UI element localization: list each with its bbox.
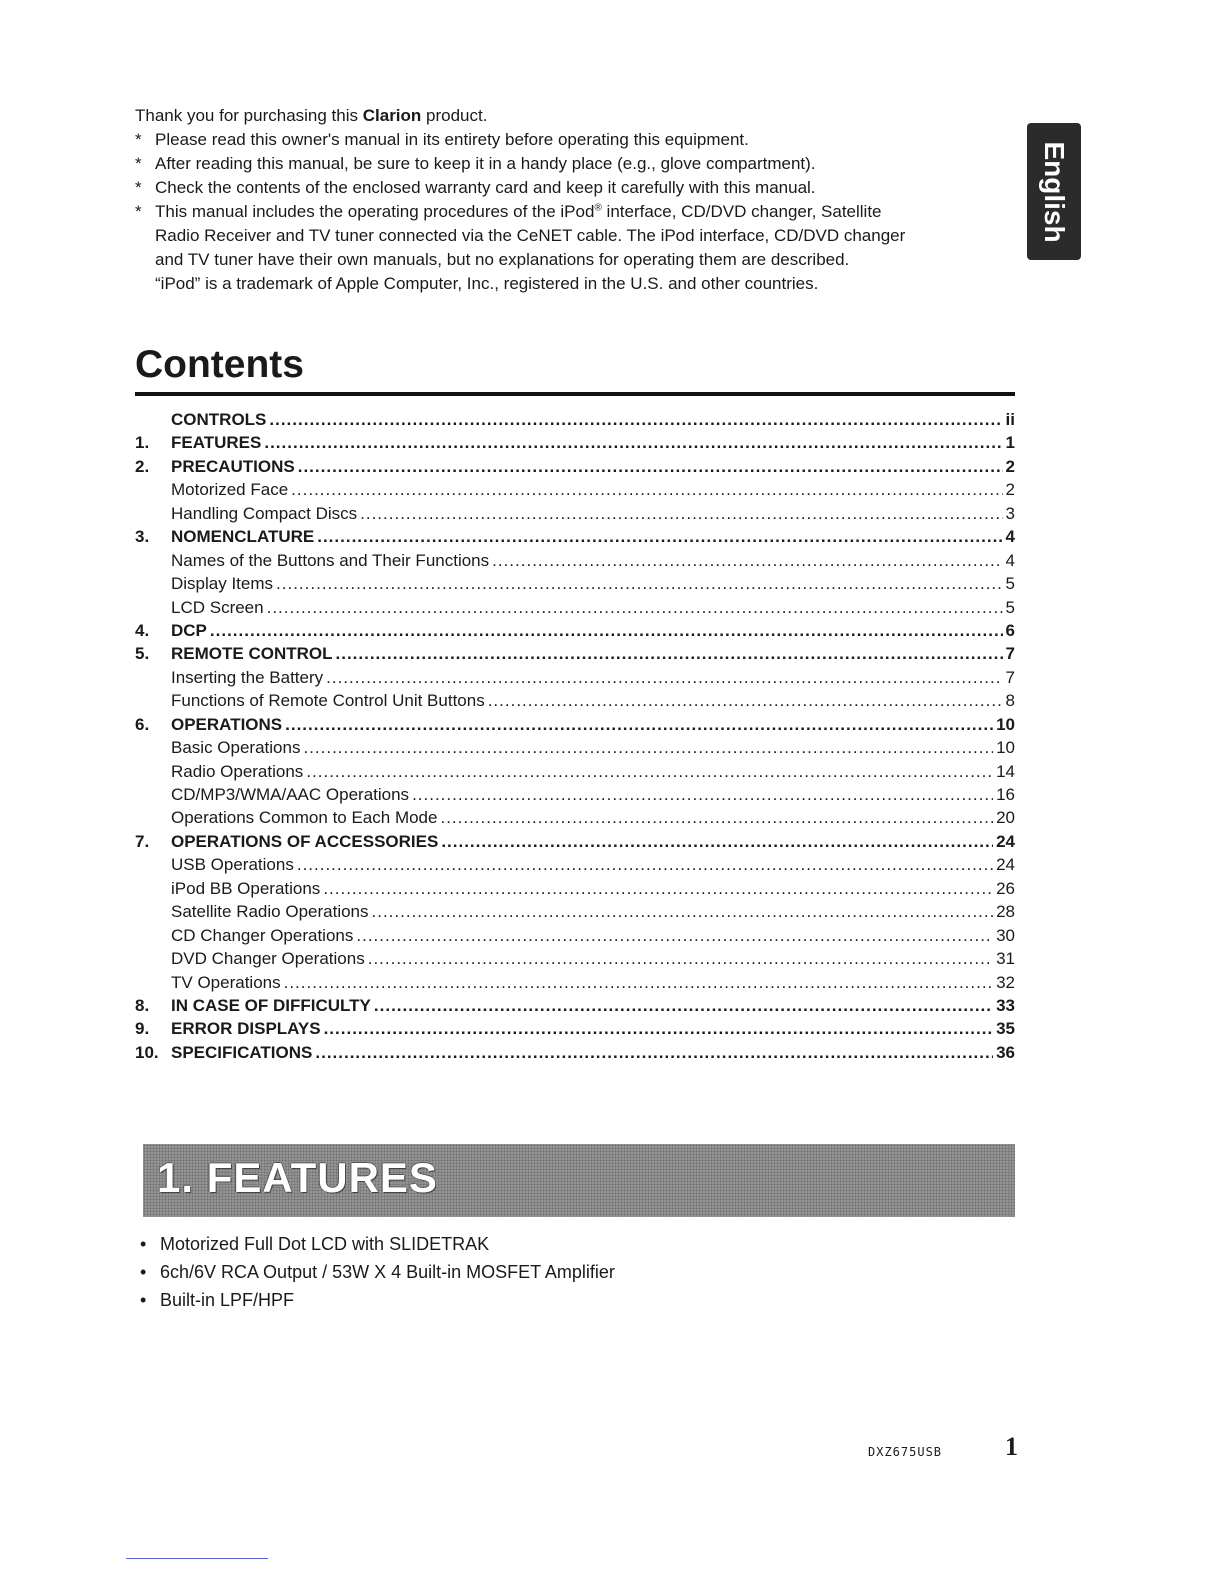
toc-entry-page: 5 bbox=[1005, 597, 1015, 617]
toc-entry bbox=[135, 668, 1015, 691]
toc-entry-page: 35 bbox=[996, 1019, 1015, 1039]
toc-entry-page: 4 bbox=[1005, 550, 1015, 570]
toc-entry bbox=[135, 551, 1015, 574]
contents-divider bbox=[135, 392, 1015, 396]
toc-dot-leader bbox=[269, 410, 1002, 430]
toc-entry-page: 30 bbox=[996, 925, 1015, 945]
asterisk-icon: * bbox=[135, 130, 142, 149]
toc-entry-label: Motorized Face bbox=[171, 480, 289, 500]
registered-mark: ® bbox=[594, 202, 602, 214]
toc-entry-label: NOMENCLATURE bbox=[171, 527, 315, 547]
toc-entry-label: LCD Screen bbox=[171, 597, 264, 617]
toc-dot-leader bbox=[298, 457, 1003, 477]
toc-dot-leader bbox=[297, 855, 993, 875]
toc-entry-number: 1. bbox=[135, 433, 150, 453]
toc-entry-page: 36 bbox=[996, 1042, 1015, 1062]
toc-dot-leader bbox=[372, 902, 994, 922]
toc-entry-page: 31 bbox=[996, 949, 1015, 969]
toc-entry bbox=[135, 762, 1015, 785]
language-tab-label: English bbox=[1039, 140, 1070, 243]
toc-entry bbox=[135, 504, 1015, 527]
toc-entry bbox=[135, 644, 1015, 667]
asterisk-icon: * bbox=[135, 154, 142, 173]
toc-entry bbox=[135, 574, 1015, 597]
toc-dot-leader bbox=[315, 1043, 993, 1063]
toc-entry bbox=[135, 1043, 1015, 1066]
toc-dot-leader bbox=[285, 715, 993, 735]
toc-entry-label: Names of the Buttons and Their Functions bbox=[171, 550, 490, 570]
bottom-divider bbox=[126, 1558, 268, 1559]
toc-entry bbox=[135, 808, 1015, 831]
toc-dot-leader bbox=[492, 551, 1002, 571]
toc-entry-page: 5 bbox=[1005, 574, 1015, 594]
brand-name: Clarion bbox=[362, 106, 422, 125]
toc-entry bbox=[135, 832, 1015, 855]
toc-entry bbox=[135, 996, 1015, 1019]
toc-entry-label: Operations Common to Each Mode bbox=[171, 808, 438, 828]
toc-entry-label: IN CASE OF DIFFICULTY bbox=[171, 995, 371, 1015]
toc-entry bbox=[135, 715, 1015, 738]
toc-entry-label: Functions of Remote Control Unit Buttons bbox=[171, 691, 485, 711]
language-tab bbox=[1027, 123, 1081, 260]
toc-entry bbox=[135, 621, 1015, 644]
toc-entry-page: 3 bbox=[1005, 503, 1015, 523]
toc-entry-number: 9. bbox=[135, 1019, 150, 1039]
toc-dot-leader bbox=[323, 879, 993, 899]
toc-entry bbox=[135, 973, 1015, 996]
toc-entry-label: TV Operations bbox=[171, 972, 281, 992]
toc-entry-page: 4 bbox=[1005, 527, 1015, 547]
features-banner bbox=[143, 1144, 1015, 1217]
toc-dot-leader bbox=[303, 738, 993, 758]
toc-dot-leader bbox=[210, 621, 1003, 641]
toc-entry-number: 3. bbox=[135, 527, 150, 547]
toc-entry-page: 26 bbox=[996, 878, 1015, 898]
toc-dot-leader bbox=[276, 574, 1003, 594]
toc-dot-leader bbox=[267, 598, 1003, 618]
toc-dot-leader bbox=[284, 973, 993, 993]
toc-entry-page: 7 bbox=[1005, 644, 1015, 664]
intro-note-3: * Check the contents of the enclosed warranty card and keep it carefully with this manual. bbox=[135, 176, 1015, 200]
toc-entry-label: Satellite Radio Operations bbox=[171, 902, 369, 922]
toc-entry-page: 20 bbox=[996, 808, 1015, 828]
toc-dot-leader bbox=[264, 433, 1002, 453]
toc-entry bbox=[135, 598, 1015, 621]
features-heading: 1. FEATURES bbox=[157, 1154, 438, 1201]
table-of-contents bbox=[135, 410, 1015, 1066]
toc-entry bbox=[135, 855, 1015, 878]
toc-entry-page: 10 bbox=[996, 738, 1015, 758]
toc-dot-leader bbox=[374, 996, 993, 1016]
asterisk-icon: * bbox=[135, 202, 142, 221]
toc-entry-page: 24 bbox=[996, 855, 1015, 875]
toc-entry bbox=[135, 410, 1015, 433]
toc-entry-label: CD Changer Operations bbox=[171, 925, 354, 945]
toc-entry-label: PRECAUTIONS bbox=[171, 456, 295, 476]
toc-dot-leader bbox=[368, 949, 993, 969]
toc-entry-page: 1 bbox=[1005, 433, 1015, 453]
toc-entry-label: USB Operations bbox=[171, 855, 294, 875]
toc-entry bbox=[135, 433, 1015, 456]
toc-entry-label: DVD Changer Operations bbox=[171, 949, 365, 969]
toc-entry bbox=[135, 480, 1015, 503]
toc-entry-page: 7 bbox=[1005, 667, 1015, 687]
toc-entry-label: DCP bbox=[171, 620, 207, 640]
toc-entry-page: 33 bbox=[996, 995, 1015, 1015]
toc-entry-label: Inserting the Battery bbox=[171, 667, 324, 687]
toc-entry-label: Basic Operations bbox=[171, 738, 301, 758]
toc-entry bbox=[135, 527, 1015, 550]
toc-entry-label: FEATURES bbox=[171, 433, 262, 453]
toc-entry bbox=[135, 457, 1015, 480]
toc-dot-leader bbox=[412, 785, 993, 805]
toc-entry-label: OPERATIONS OF ACCESSORIES bbox=[171, 831, 439, 851]
toc-entry-page: ii bbox=[1005, 410, 1015, 429]
toc-entry-page: 16 bbox=[996, 785, 1015, 804]
toc-dot-leader bbox=[324, 1019, 994, 1039]
toc-dot-leader bbox=[360, 504, 1002, 524]
toc-entry-number: 10. bbox=[135, 1042, 159, 1062]
toc-dot-leader bbox=[441, 832, 993, 852]
toc-entry-label: SPECIFICATIONS bbox=[171, 1042, 313, 1062]
intro-text bbox=[135, 104, 1015, 296]
toc-dot-leader bbox=[306, 762, 993, 782]
toc-entry bbox=[135, 879, 1015, 902]
toc-entry-label: OPERATIONS bbox=[171, 714, 283, 734]
toc-entry-number: 8. bbox=[135, 995, 150, 1015]
toc-entry-page: 8 bbox=[1005, 691, 1015, 711]
toc-entry bbox=[135, 902, 1015, 925]
toc-dot-leader bbox=[336, 644, 1003, 664]
toc-entry-page: 10 bbox=[996, 714, 1015, 734]
toc-entry-label: iPod BB Operations bbox=[171, 878, 321, 898]
model-number: DXZ675USB bbox=[868, 1445, 943, 1459]
toc-entry-page: 28 bbox=[996, 902, 1015, 922]
toc-entry-page: 14 bbox=[996, 761, 1015, 781]
toc-entry-label: CONTROLS bbox=[171, 410, 267, 429]
toc-entry-page: 24 bbox=[996, 831, 1015, 851]
toc-entry-page: 6 bbox=[1005, 620, 1015, 640]
feature-item: • Motorized Full Dot LCD with SLIDETRAK bbox=[140, 1230, 615, 1258]
toc-dot-leader bbox=[317, 527, 1002, 547]
contents-title: Contents bbox=[135, 343, 304, 386]
asterisk-icon: * bbox=[135, 178, 142, 197]
toc-entry bbox=[135, 738, 1015, 761]
toc-dot-leader bbox=[440, 808, 993, 828]
toc-entry bbox=[135, 785, 1015, 808]
toc-entry-number: 4. bbox=[135, 620, 150, 640]
intro-note-4: * This manual includes the operating procedures of the iPod® interface, CD/DVD changer, Satellite Radio Receiver and TV tuner connected via the CeNET cable. The iPod interface, CD/DVD changer and TV tuner have their own manuals, but no explanations for operating them are described. “iPod” is a trademark of Apple Computer, Inc., registered in the U.S. and other countries. bbox=[135, 202, 906, 293]
toc-dot-leader bbox=[326, 668, 1002, 688]
toc-entry bbox=[135, 926, 1015, 949]
features-list bbox=[140, 1230, 615, 1314]
toc-entry-label: Radio Operations bbox=[171, 761, 304, 781]
toc-entry-page: 2 bbox=[1005, 480, 1015, 500]
toc-entry-number: 6. bbox=[135, 714, 150, 734]
toc-entry-page: 2 bbox=[1005, 456, 1015, 476]
intro-note-1: * Please read this owner's manual in its entirety before operating this equipment. bbox=[135, 128, 1015, 152]
thank-you-line: Thank you for purchasing this Clarion product. bbox=[135, 106, 488, 125]
toc-entry-label: REMOTE CONTROL bbox=[171, 644, 333, 664]
toc-entry bbox=[135, 1019, 1015, 1042]
toc-entry bbox=[135, 949, 1015, 972]
feature-item: • 6ch/6V RCA Output / 53W X 4 Built-in MOSFET Amplifier bbox=[140, 1258, 615, 1286]
toc-entry-number: 5. bbox=[135, 644, 150, 664]
toc-dot-leader bbox=[488, 691, 1003, 711]
toc-entry bbox=[135, 691, 1015, 714]
feature-item: • Built-in LPF/HPF bbox=[140, 1286, 615, 1314]
toc-entry-page: 32 bbox=[996, 972, 1015, 992]
toc-entry-label: Handling Compact Discs bbox=[171, 503, 358, 523]
toc-entry-label: Display Items bbox=[171, 574, 274, 594]
intro-note-2: * After reading this manual, be sure to keep it in a handy place (e.g., glove compartment). bbox=[135, 152, 1015, 176]
toc-dot-leader bbox=[356, 926, 993, 946]
page-number: 1 bbox=[1005, 1432, 1018, 1461]
toc-dot-leader bbox=[291, 480, 1002, 500]
toc-entry-number: 2. bbox=[135, 456, 150, 476]
toc-entry-label: ERROR DISPLAYS bbox=[171, 1019, 321, 1039]
toc-entry-label: CD/MP3/WMA/AAC Operations bbox=[171, 785, 410, 804]
toc-entry-number: 7. bbox=[135, 831, 150, 851]
